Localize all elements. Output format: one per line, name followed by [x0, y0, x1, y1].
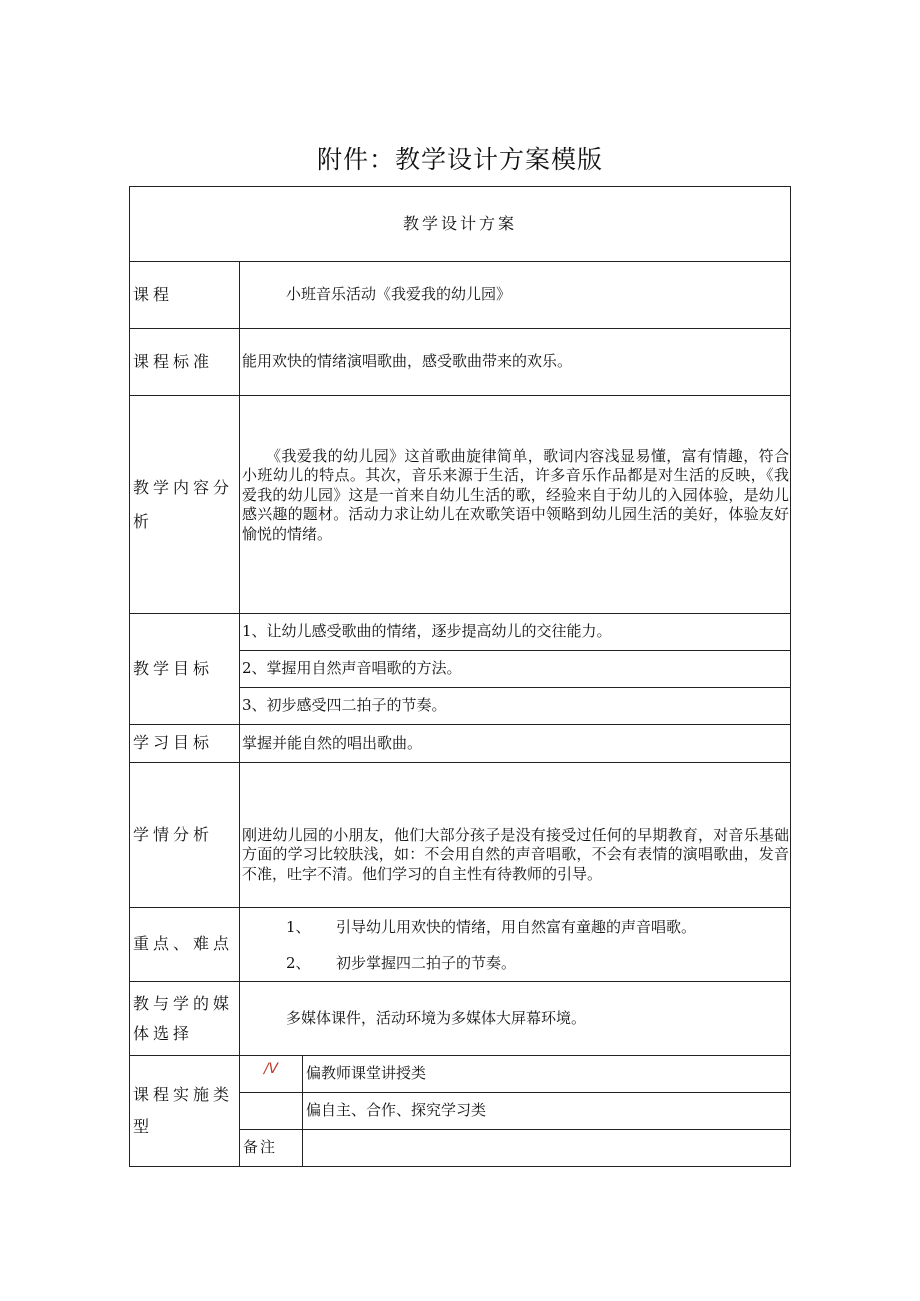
key-point-number: 2、 — [286, 953, 311, 972]
row-course — [130, 262, 791, 329]
teaching-design-table — [129, 186, 791, 1167]
standard-value: 能用欢快的情绪演唱歌曲，感受歌曲带来的欢乐。 — [240, 329, 791, 396]
key-points-list — [240, 908, 791, 982]
learner-label: 学情分析 — [130, 763, 240, 908]
key-point-text: 初步掌握四二拍子的节奏。 — [336, 953, 517, 972]
course-type-option: 偏自主、合作、探究学习类 — [303, 1093, 791, 1130]
key-point-item — [242, 945, 789, 981]
check-mark — [240, 1093, 303, 1130]
goal-item: 2、掌握用自然声音唱歌的方法。 — [240, 651, 791, 688]
row-standard — [130, 329, 791, 396]
course-type-label: 课程实施类型 — [130, 1056, 240, 1167]
table-title: 教学设计方案 — [130, 187, 791, 262]
analysis-label: 教学内容分析 — [130, 396, 240, 614]
row-goal-1 — [130, 614, 791, 651]
table-header-row — [130, 187, 791, 262]
media-value: 多媒体课件，活动环境为多媒体大屏幕环境。 — [240, 982, 791, 1056]
key-point-number: 1、 — [286, 917, 311, 936]
row-learning-goal — [130, 725, 791, 763]
row-media — [130, 982, 791, 1056]
key-points-label: 重点、难点 — [130, 908, 240, 982]
standard-label: 课程标准 — [130, 329, 240, 396]
course-type-option: 偏教师课堂讲授类 — [303, 1056, 791, 1093]
course-value: 小班音乐活动《我爱我的幼儿园》 — [240, 262, 791, 329]
learning-goal-value: 掌握并能自然的唱出歌曲。 — [240, 725, 791, 763]
remark-label: 备注 — [240, 1130, 303, 1167]
learning-goal-label: 学习目标 — [130, 725, 240, 763]
row-learner-analysis — [130, 763, 791, 908]
course-label: 课程 — [130, 262, 240, 329]
remark-value — [303, 1130, 791, 1167]
key-point-item — [242, 909, 789, 945]
row-type-option-1 — [130, 1056, 791, 1093]
row-analysis — [130, 396, 791, 614]
key-point-text: 引导幼儿用欢快的情绪，用自然富有童趣的声音唱歌。 — [336, 917, 697, 936]
document-title: 附件：教学设计方案模版 — [316, 145, 603, 174]
check-mark: /V — [240, 1056, 303, 1093]
learner-value: 刚进幼儿园的小朋友，他们大部分孩子是没有接受过任何的早期教育，对音乐基础方面的学习比较肤浅，如：不会用自然的声音唱歌，不会有表情的演唱歌曲，发音不准，吐字不清。他们学习的自主性有待教师的引导。 — [240, 763, 791, 908]
media-label: 教与学的媒体选择 — [130, 982, 240, 1056]
goal-item: 1、让幼儿感受歌曲的情绪，逐步提高幼儿的交往能力。 — [240, 614, 791, 651]
goals-label: 教学目标 — [130, 614, 240, 725]
goal-item: 3、初步感受四二拍子的节奏。 — [240, 688, 791, 725]
row-key-points — [130, 908, 791, 982]
analysis-value: 《我爱我的幼儿园》这首歌曲旋律简单，歌词内容浅显易懂，富有情趣，符合小班幼儿的特点。其次，音乐来源于生活，许多音乐作品都是对生活的反映，《我爱我的幼儿园》这是一首来自幼儿生活的歌，经验来自于幼儿的入园体验，是幼儿感兴趣的题材。活动力求让幼儿在欢歌笑语中领略到幼儿园生活的美好，体验友好愉悦的情绪。 — [240, 396, 791, 614]
